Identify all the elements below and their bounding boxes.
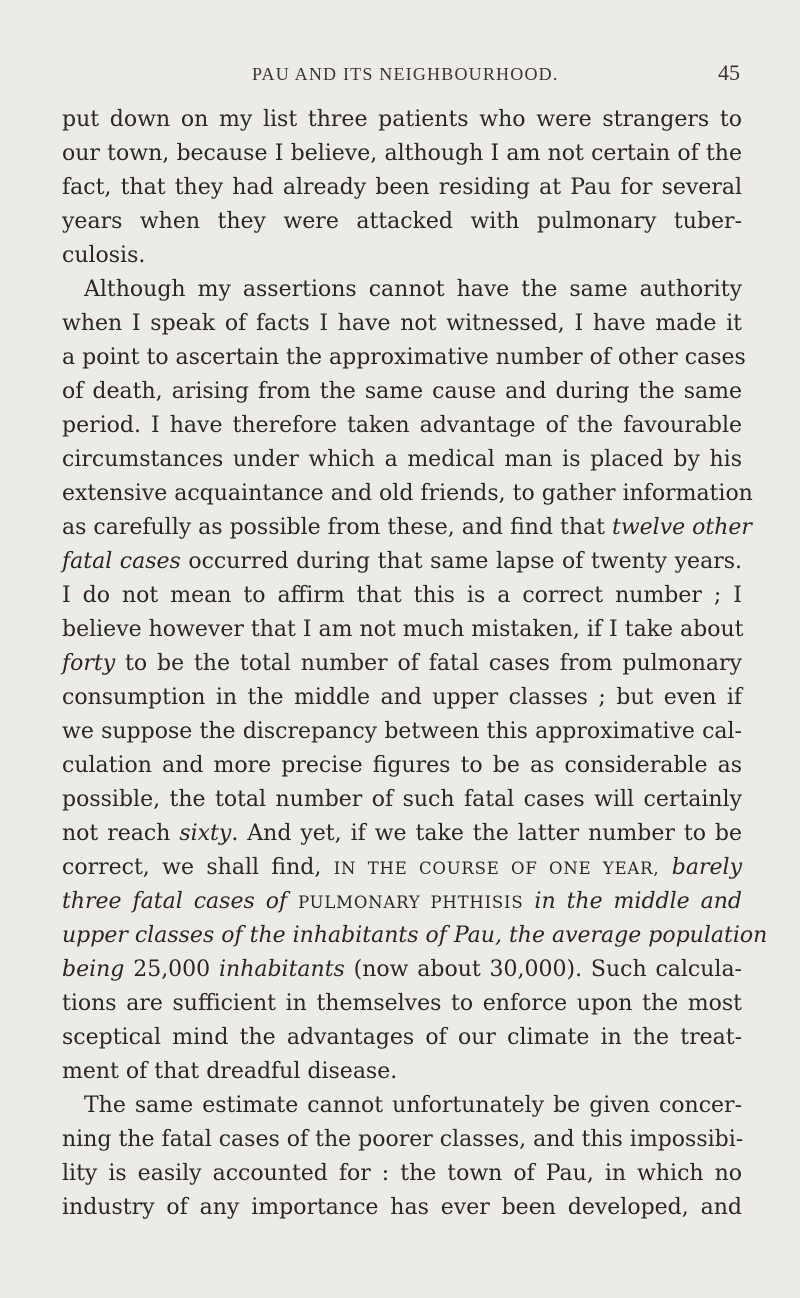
page-number: 45 [718,60,740,85]
text-line: extensive acquaintance and old friends, to gather information [62,481,753,506]
text-line: three fatal cases of PULMONARY PHTHISIS in the middle and [62,889,742,914]
text-line: when I speak of facts I have not witnessed, I have made it [62,311,742,336]
body-text [62,103,768,1225]
text-line: we suppose the discrepancy between this approximative cal- [62,719,742,744]
text-line: of death, arising from the same cause and during the same [62,379,742,404]
text-line: believe however that I am not much mistaken, if I take about [62,617,744,642]
text-line: ning the fatal cases of the poorer classes, and this impossibi- [62,1127,744,1152]
text-line: sceptical mind the advantages of our climate in the treat- [62,1025,742,1050]
text-line: fact, that they had already been residing at Pau for several [62,175,742,200]
text-line: not reach sixty. And yet, if we take the latter number to be [62,821,743,846]
text-line: as carefully as possible from these, and find that twelve other [62,515,752,540]
text-line: period. I have therefore taken advantage of the favourable [62,413,742,438]
text-line: our town, because I believe, although I am not certain of the [62,141,742,166]
text-line: years when they were attacked with pulmonary tuber- [62,209,742,234]
text-line: possible, the total number of such fatal cases will certainly [62,787,742,812]
text-line: culosis. [62,243,146,268]
text-line: consumption in the middle and upper classes ; but even if [62,685,742,710]
text-line: forty to be the total number of fatal cases from pulmonary [62,651,742,676]
text-line: being 25,000 inhabitants (now about 30,000). Such calcula- [62,957,742,982]
text-line: upper classes of the inhabitants of Pau, the average population [62,923,768,948]
text-line: culation and more precise figures to be as considerable as [62,753,742,778]
text-line: I do not mean to affirm that this is a correct number ; I [62,583,742,608]
text-line: put down on my list three patients who were strangers to [62,107,742,132]
text-line: correct, we shall find, IN THE COURSE OF ONE YEAR, barely [62,855,742,880]
text-line: Although my assertions cannot have the same authority [84,277,742,302]
running-head [0,58,800,92]
text-line: tions are sufficient in themselves to enforce upon the most [62,991,742,1016]
text-line: ment of that dreadful disease. [62,1059,398,1084]
text-line: industry of any importance has ever been developed, and [62,1195,742,1220]
text-line: a point to ascertain the approximative number of other cases [62,345,746,370]
running-title: PAU AND ITS NEIGHBOURHOOD. [252,64,559,84]
text-line: The same estimate cannot unfortunately be given concer- [84,1093,742,1118]
text-line: fatal cases occurred during that same lapse of twenty years. [62,549,742,574]
text-line: circumstances under which a medical man is placed by his [62,447,742,472]
text-line: lity is easily accounted for : the town of Pau, in which no [62,1161,742,1186]
